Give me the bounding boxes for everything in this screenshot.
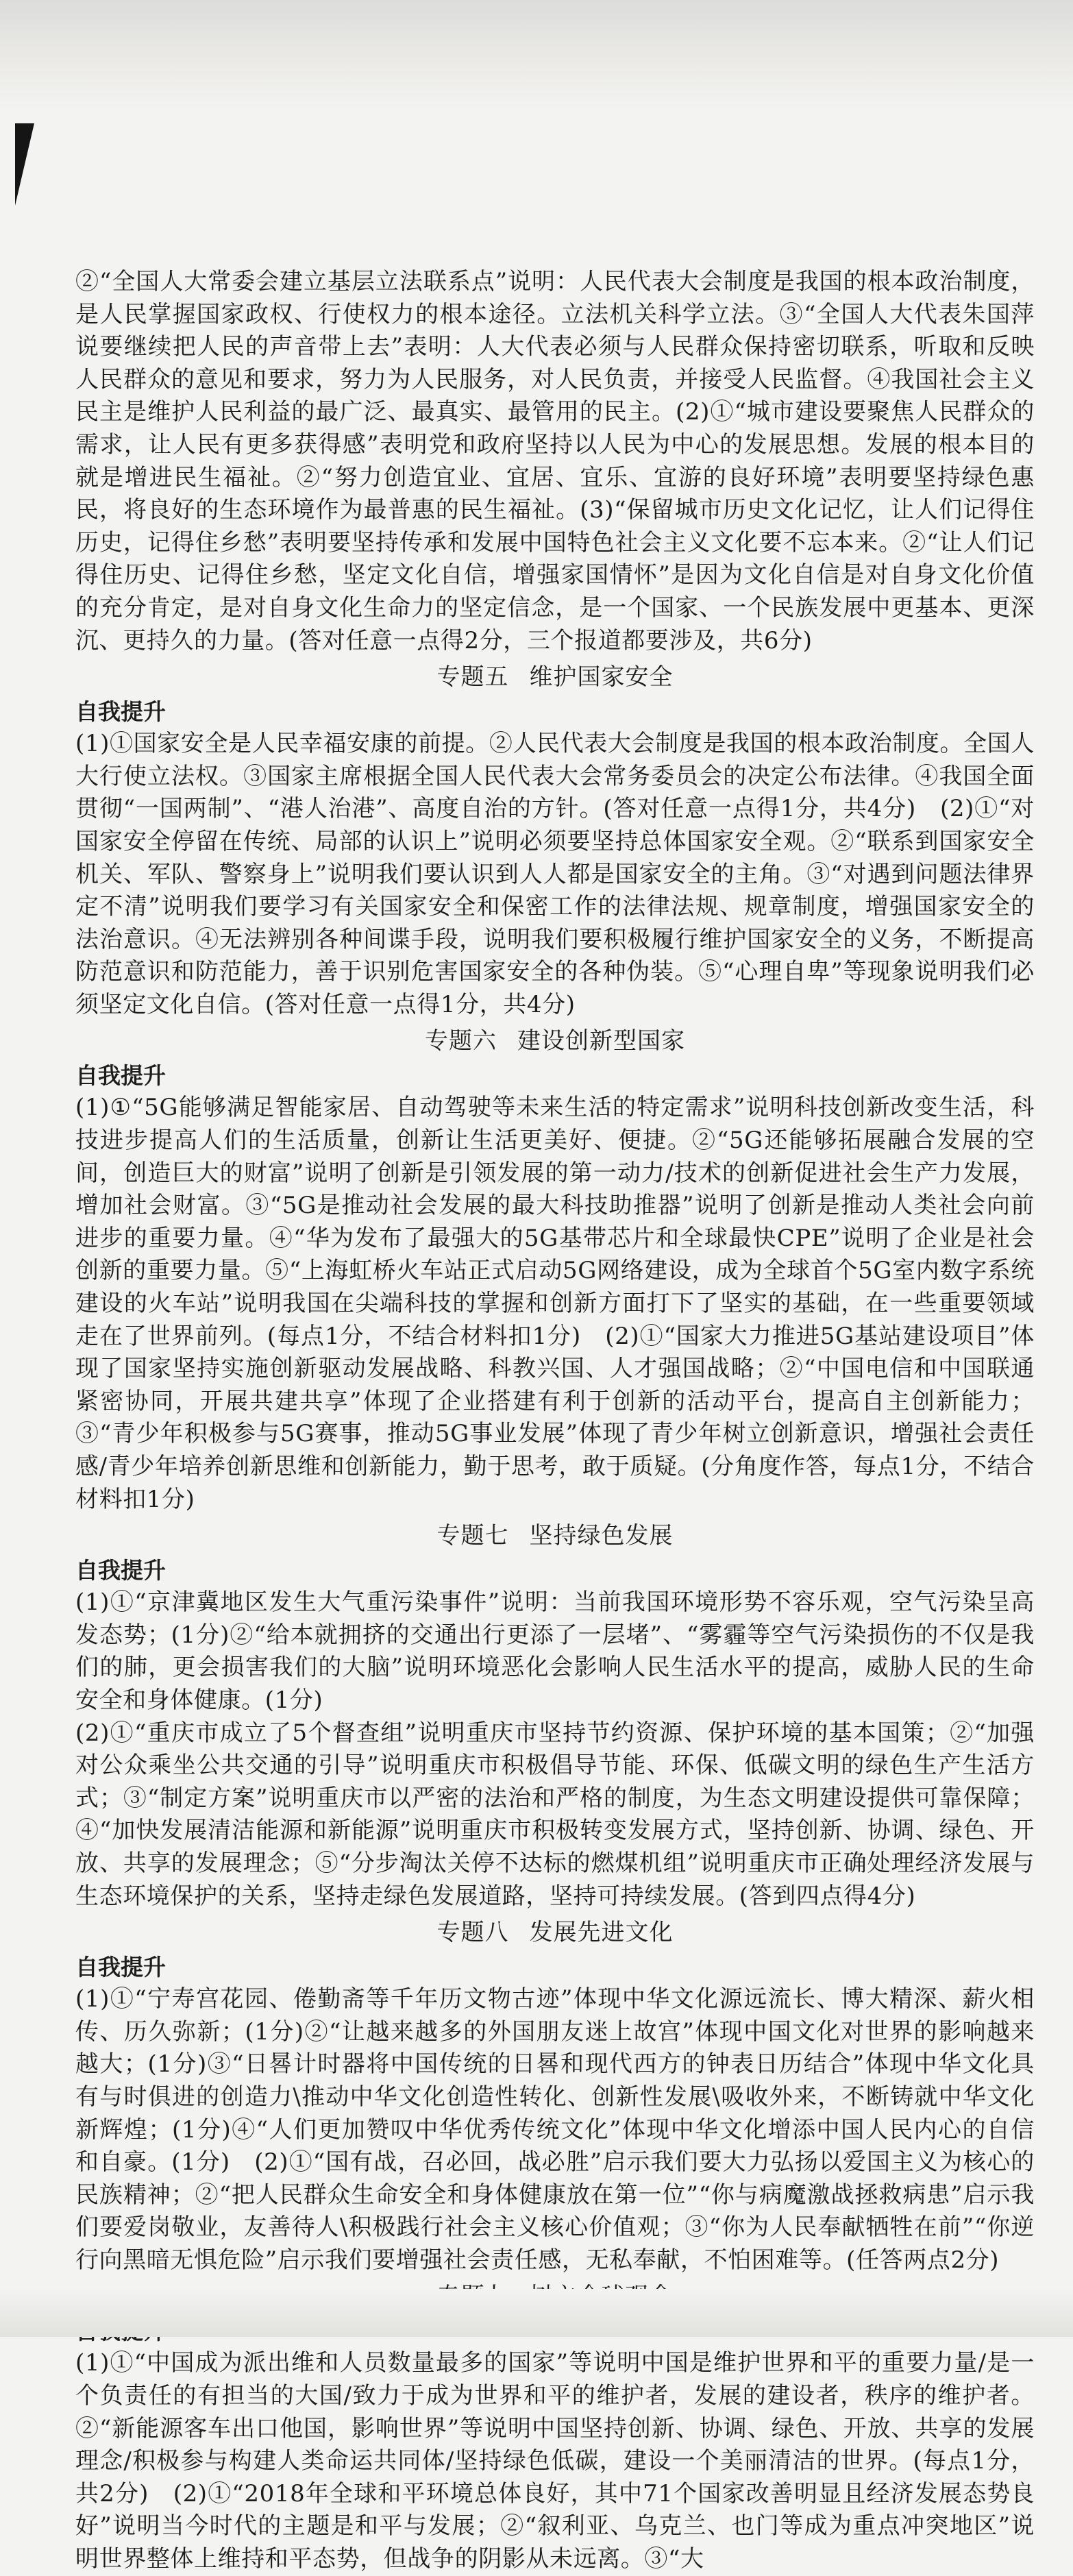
intro-paragraph: ②“全国人大常委会建立基层立法联系点”说明：人民代表大会制度是我国的根本政治制度，是人民掌握国家政权、行使权力的根本途径。立法机关科学立法。③“全国人大代表朱国萍说要继续把人民的声音带上去”表明：人大代表必须与人民群众保持密切联系，听取和反映人民群众的意见和要求，努力为人民服务，对人民负责，并接受人民监督。④我国社会主义民主是维护人民利益的最广泛、最真实、最管用的民主。(2)①“城市建设要聚焦人民群众的需求，让人民有更多获得感”表明党和政府坚持以人民为中心的发展思想。发展的根本目的就是增进民生福祉。②“努力创造宜业、宜居、宜乐、宜游的良好环境”表明要坚持绿色惠民，将良好的生态环境作为最普惠的民生福祉。(3)“保留城市历史文化记忆，让人们记得住历史，记得住乡愁”表明要坚持传承和发展中国特色社会主义文化要不忘本来。②“让人们记得住历史、记得住乡愁，坚定文化自信，增强家国情怀”是因为文化自信是对自身文化价值的充分肯定，是对自身文化生命力的坚定信念，是一个国家、一个民族发展中更基本、更深沉、更持久的力量。(答对任意一点得2分，三个报道都要涉及，共6分) [75, 268, 1035, 654]
section-title [75, 1914, 1035, 1951]
section-title [75, 1022, 1035, 1059]
section-subheading: 自我提升 [75, 698, 166, 726]
section-prefix: 专题七 [436, 1522, 509, 1550]
section-name: 坚持绿色发展 [529, 1522, 674, 1550]
section-prefix: 专题五 [436, 663, 509, 691]
corner-mark [15, 123, 34, 206]
section-topic-8 [75, 1914, 1035, 2277]
section-topic-5 [75, 659, 1035, 1021]
section-name: 维护国家安全 [529, 663, 674, 691]
section-subheading: 自我提升 [75, 1557, 166, 1584]
section-paragraph: (1)①“宁寿宫花园、倦勤斋等千年历文物古迹”体现中华文化源远流长、博大精深、薪火相传、历久弥新；(1分)②“让越来越多的外国朋友迷上故宫”体现中国文化对世界的影响越来越大；(1分)③“日晷计时器将中国传统的日晷和现代西方的钟表日历结合”体现中华文化具有与时俱进的创造力\推动中华文化创造性转化、创新性发展\吸收外来，不断铸就中华文化新辉煌；(1分)④“人们更加赞叹中华优秀传统文化”体现中华文化增添中国人民内心的自信和自豪。(1分) (2)①“国有战，召必回，战必胜”启示我们要大力弘扬以爱国主义为核心的民族精神；②“把人民群众生命安全和身体健康放在第一位”“你与病魔激战拯救病患”启示我们要爱岗敬业，友善待人\积极践行社会主义核心价值观；③“你为人民奉献牺牲在前”“你逆行向黑暗无惧危险”启示我们要增强社会责任感，无私奉献，不怕困难等。(任答两点2分) [75, 1985, 1035, 2274]
section-paragraph: (1)①“京津冀地区发生大气重污染事件”说明：当前我国环境形势不容乐观，空气污染呈高发态势；(1分)②“给本就拥挤的交通出行更添了一层堵”、“雾霾等空气污染损伤的不仅是我们的肺，更会损害我们的大脑”说明环境恶化会影响人民生活水平的提高，威胁人民的生命安全和身体健康。(1分) [75, 1588, 1035, 1714]
section-name: 建设创新型国家 [517, 1027, 685, 1055]
answer-page [75, 266, 1035, 2576]
section-topic-6 [75, 1022, 1035, 1516]
page-bottom-shadow [0, 2289, 1073, 2337]
section-subheading: 自我提升 [75, 1954, 166, 1981]
section-topic-7 [75, 1517, 1035, 1913]
section-name: 发展先进文化 [529, 1919, 674, 1947]
section-prefix: 专题六 [425, 1027, 497, 1055]
page-top-shadow [0, 0, 1073, 110]
section-title [75, 1517, 1035, 1554]
section-prefix: 专题八 [436, 1919, 509, 1947]
section-paragraph: (1)①国家安全是人民幸福安康的前提。②人民代表大会制度是我国的根本政治制度。全国人大行使立法权。③国家主席根据全国人民代表大会常务委员会的决定公布法律。④我国全面贯彻“一国两制”、“港人治港”、高度自治的方针。(答对任意一点得1分，共4分) (2)①“对国家安全停留在传统、局部的认识上”说明必须要坚持总体国家安全观。②“联系到国家安全机关、军队、警察身上”说明我们要认识到人人都是国家安全的主角。③“对遇到问题法律界定不清”说明我们要学习有关国家安全和保密工作的法律法规、规章制度，增强国家安全的法治意识。④无法辨别各种间谍手段，说明我们要积极履行维护国家安全的义务，不断提高防范意识和防范能力，善于识别危害国家安全的各种伪装。⑤“心理自卑”等现象说明我们必须坚定文化自信。(答对任意一点得1分，共4分) [75, 730, 1035, 1018]
section-title [75, 659, 1035, 696]
section-subheading: 自我提升 [75, 1062, 166, 1090]
section-paragraph: (1)①“5G能够满足智能家居、自动驾驶等未来生活的特定需求”说明科技创新改变生活，科技进步提高人们的生活质量，创新让生活更美好、便捷。②“5G还能够拓展融合发展的空间，创造巨大的财富”说明了创新是引领发展的第一动力/技术的创新促进社会生产力发展，增加社会财富。③“5G是推动社会发展的最大科技助推器”说明了创新是推动人类社会向前进步的重要力量。④“华为发布了最强大的5G基带芯片和全球最快CPE”说明了企业是社会创新的重要力量。⑤“上海虹桥火车站正式启动5G网络建设，成为全球首个5G室内数字系统建设的火车站”说明我国在尖端科技的掌握和创新方面打下了坚实的基础，在一些重要领域走在了世界前列。(每点1分，不结合材料扣1分) (2)①“国家大力推进5G基站建设项目”体现了国家坚持实施创新驱动发展战略、科教兴国、人才强国战略；②“中国电信和中国联通紧密协同，开展共建共享”体现了企业搭建有利于创新的活动平台，提高自主创新能力；③“青少年积极参与5G赛事，推动5G事业发展”体现了青少年树立创新意识，增强社会责任感/青少年培养创新思维和创新能力，勤于思考，敢于质疑。(分角度作答，每点1分，不结合材料扣1分) [75, 1094, 1035, 1513]
section-paragraph: (2)①“重庆市成立了5个督查组”说明重庆市坚持节约资源、保护环境的基本国策；②“加强对公众乘坐公共交通的引导”说明重庆市积极倡导节能、环保、低碳文明的绿色生产生活方式；③“制定方案”说明重庆市以严密的法治和严格的制度，为生态文明建设提供可靠保障；④“加快发展清洁能源和新能源”说明重庆市积极转变发展方式，坚持创新、协调、绿色、开放、共享的发展理念；⑤“分步淘汰关停不达标的燃煤机组”说明重庆市正确处理经济发展与生态环境保护的关系，坚持走绿色发展道路，坚持可持续发展。(答到四点得4分) [75, 1719, 1035, 1910]
section-paragraph: (1)①“中国成为派出维和人员数量最多的国家”等说明中国是维护世界和平的重要力量/是一个负责任的有担当的大国/致力于成为世界和平的维护者，发展的建设者，秩序的维护者。②“新能源客车出口他国，影响世界”等说明中国坚持创新、协调、绿色、开放、共享的发展理念/积极参与构建人类命运共同体/坚持绿色低碳，建设一个美丽清洁的世界。(每点1分，共2分) (2)①“2018年全球和平环境总体良好，其中71个国家改善明显且经济发展态势良好”说明当今时代的主题是和平与发展；②“叙利亚、乌克兰、也门等成为重点冲突地区”说明世界整体上维持和平态势，但战争的阴影从未远离。③“大 [75, 2349, 1035, 2573]
